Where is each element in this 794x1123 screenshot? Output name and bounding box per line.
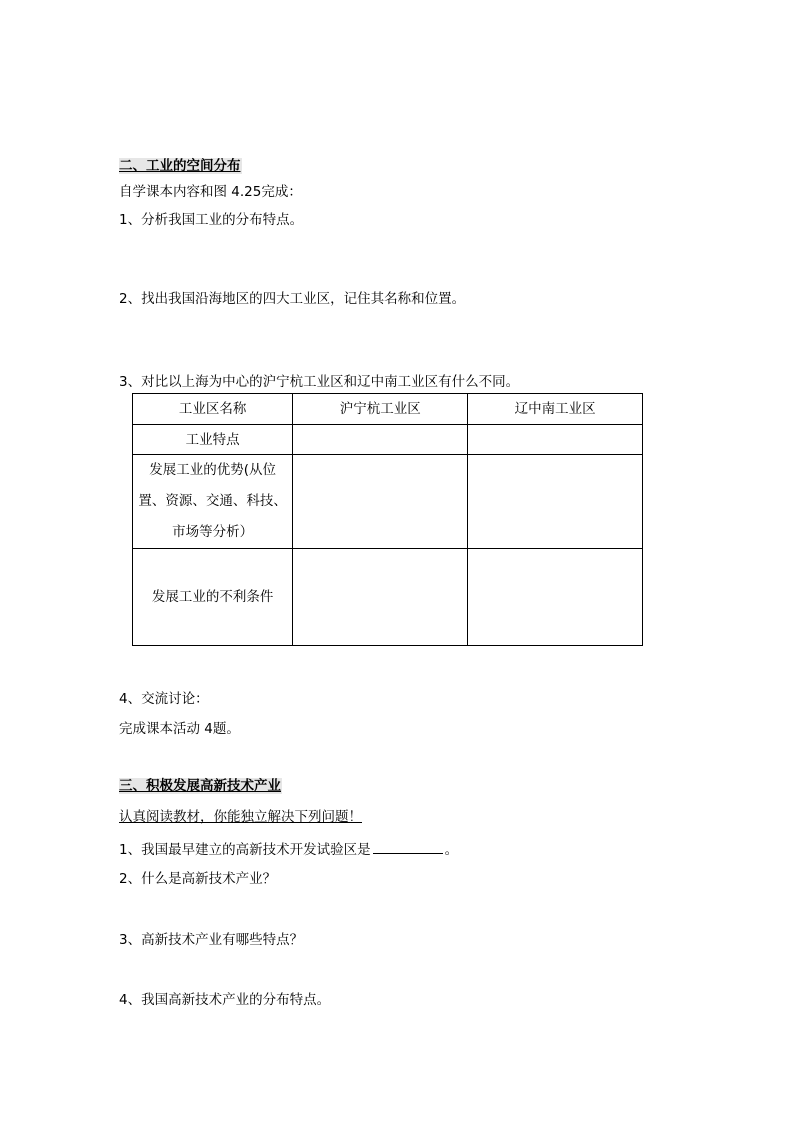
answer-cell[interactable] — [468, 425, 643, 455]
table-row-label: 发展工业的不利条件 — [133, 549, 293, 646]
section3-heading: 三、积极发展高新技术产业 — [119, 778, 281, 794]
section2-question-2: 2、找出我国沿海地区的四大工业区，记住其名称和位置。 — [119, 291, 466, 307]
table-row — [133, 549, 643, 646]
answer-cell[interactable] — [293, 425, 468, 455]
section2-question-1: 1、分析我国工业的分布特点。 — [119, 212, 304, 228]
fill-in-blank[interactable] — [373, 839, 443, 854]
answer-cell[interactable] — [468, 455, 643, 549]
answer-cell[interactable] — [468, 549, 643, 646]
section2-question-3: 3、对比以上海为中心的沪宁杭工业区和辽中南工业区有什么不同。 — [119, 374, 520, 390]
answer-cell[interactable] — [293, 549, 468, 646]
table-row-label: 发展工业的优势(从位置、资源、交通、科技、市场等分析） — [133, 455, 293, 549]
table-row — [133, 455, 643, 549]
table-row — [133, 425, 643, 455]
table-header-cell: 沪宁杭工业区 — [293, 394, 468, 425]
table-row-label: 工业特点 — [133, 425, 293, 455]
section2-intro: 自学课本内容和图 4.25完成： — [119, 184, 302, 200]
section2-question-4: 4、交流讨论： — [119, 691, 209, 707]
table-header-cell: 工业区名称 — [133, 394, 293, 425]
section3-question-1: 1、我国最早建立的高新技术开发试验区是 。 — [119, 839, 458, 859]
section3-intro: 认真阅读教材，你能独立解决下列问题！ — [119, 809, 362, 825]
section3-question-2: 2、什么是高新技术产业？ — [119, 871, 277, 887]
answer-cell[interactable] — [293, 455, 468, 549]
table-header-cell: 辽中南工业区 — [468, 394, 643, 425]
section3-question-3: 3、高新技术产业有哪些特点？ — [119, 932, 304, 948]
comparison-table — [132, 393, 643, 646]
section3-question-4: 4、我国高新技术产业的分布特点。 — [119, 992, 331, 1008]
table-header-row — [133, 394, 643, 425]
section2-question-4-detail: 完成课本活动 4题。 — [119, 721, 240, 737]
section2-heading: 二、工业的空间分布 — [119, 158, 241, 174]
